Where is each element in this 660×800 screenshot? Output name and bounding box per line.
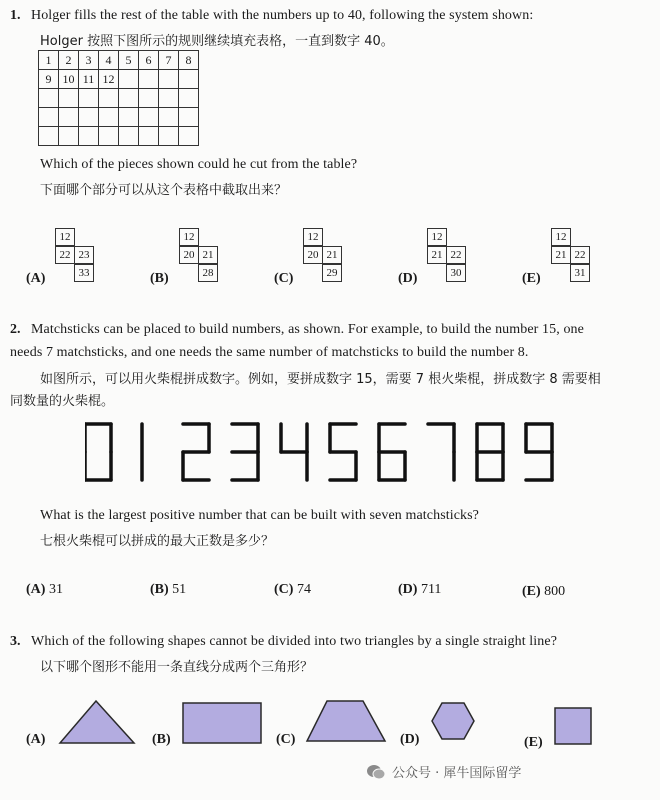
option-label: (E) — [522, 271, 541, 286]
matchstick-digits — [85, 418, 585, 488]
trapezoid-shape — [305, 699, 387, 745]
table-cell: 6 — [139, 51, 159, 70]
watermark-text: 公众号 · 犀牛国际留学 — [392, 766, 522, 781]
q2-question-en: What is the largest positive number that can be built with seven matchsticks? — [40, 508, 479, 523]
piece-cell: 21 — [198, 246, 218, 264]
piece-cell: 30 — [446, 264, 466, 282]
piece-cell: 12 — [551, 228, 571, 246]
table-cell: 8 — [179, 51, 199, 70]
option-label: (C) — [274, 582, 294, 597]
table-cell: 7 — [159, 51, 179, 70]
table-cell — [139, 70, 159, 89]
piece-cell: 12 — [179, 228, 199, 246]
option-label: (D) — [400, 732, 420, 747]
option-label: (D) — [398, 582, 418, 597]
option-label: (B) — [150, 271, 169, 286]
q1-number: 1. — [10, 8, 21, 23]
table-row — [39, 89, 199, 108]
table-row — [39, 51, 199, 70]
table-cell — [119, 70, 139, 89]
option-label: (C) — [276, 732, 296, 747]
piece-cell: 21 — [427, 246, 447, 264]
piece-cell: 23 — [74, 246, 94, 264]
table-cell: 4 — [99, 51, 119, 70]
table-cell — [159, 70, 179, 89]
table-cell: 2 — [59, 51, 79, 70]
q2-number: 2. — [10, 322, 21, 337]
piece-cell: 12 — [303, 228, 323, 246]
option-label: (E) — [524, 735, 543, 750]
piece-cell: 20 — [179, 246, 199, 264]
hexagon-shape — [430, 701, 476, 741]
q2-option-d[interactable] — [398, 582, 441, 598]
matchstick-digit-4 — [281, 424, 307, 480]
table-row — [39, 70, 199, 89]
table-cell: 9 — [39, 70, 59, 89]
matchstick-digit-2 — [183, 424, 209, 480]
table-cell: 11 — [79, 70, 99, 89]
piece-cell: 20 — [303, 246, 323, 264]
wechat-icon — [366, 764, 386, 780]
q1-number-table — [38, 50, 199, 146]
q3-number: 3. — [10, 634, 21, 649]
option-value: 51 — [172, 582, 187, 597]
watermark — [366, 762, 521, 781]
q1-text-cn: Holger 按照下图所示的规则继续填充表格，一直到数字 40。 — [40, 34, 394, 49]
rectangle-shape — [181, 701, 263, 745]
q2-option-c[interactable] — [274, 582, 311, 598]
table-row — [39, 127, 199, 146]
piece-cell: 33 — [74, 264, 94, 282]
matchstick-digit-5 — [330, 424, 356, 480]
square-shape — [553, 706, 593, 746]
piece-cell: 21 — [322, 246, 342, 264]
option-value: 711 — [420, 582, 442, 597]
matchstick-digit-9 — [526, 424, 552, 480]
option-label: (C) — [274, 271, 294, 286]
option-value: 74 — [296, 582, 311, 597]
q2-option-e[interactable] — [522, 584, 565, 600]
table-cell: 12 — [99, 70, 119, 89]
matchstick-digit-0 — [85, 424, 111, 480]
piece-cell: 31 — [570, 264, 590, 282]
option-label: (D) — [398, 271, 418, 286]
q1-text-en: Holger fills the rest of the table with the numbers up to 40, following the system shown: — [31, 8, 534, 23]
table-cell: 5 — [119, 51, 139, 70]
option-label: (B) — [150, 582, 169, 597]
option-label: (A) — [26, 732, 46, 747]
piece-cell: 22 — [55, 246, 75, 264]
q2-option-a[interactable] — [26, 582, 63, 598]
table-cell: 10 — [59, 70, 79, 89]
option-label: (E) — [522, 584, 541, 599]
piece-cell: 12 — [55, 228, 75, 246]
q3-text-cn: 以下哪个图形不能用一条直线分成两个三角形？ — [40, 660, 314, 675]
matchstick-digit-3 — [232, 424, 258, 480]
q3-text-en: Which of the following shapes cannot be divided into two triangles by a single straight line? — [31, 634, 558, 649]
q1-question-en: Which of the pieces shown could he cut from the table? — [40, 157, 358, 172]
table-cell: 3 — [79, 51, 99, 70]
triangle-shape — [58, 699, 136, 747]
option-value: 800 — [544, 584, 566, 599]
piece-cell: 28 — [198, 264, 218, 282]
table-cell: 1 — [39, 51, 59, 70]
option-label: (A) — [26, 271, 46, 286]
option-label: (B) — [152, 732, 171, 747]
option-label: (A) — [26, 582, 46, 597]
q2-text-en-1: Matchsticks can be placed to build numbers, as shown. For example, to build the number 15, one — [31, 322, 584, 337]
matchstick-digit-7 — [428, 424, 454, 480]
table-cell — [179, 70, 199, 89]
piece-cell: 22 — [446, 246, 466, 264]
option-value: 31 — [48, 582, 63, 597]
matchstick-digit-6 — [379, 424, 405, 480]
piece-cell: 21 — [551, 246, 571, 264]
piece-cell: 12 — [427, 228, 447, 246]
q2-option-b[interactable] — [150, 582, 186, 598]
q1-question-cn: 下面哪个部分可以从这个表格中截取出来？ — [40, 183, 288, 198]
q2-question-cn: 七根火柴棍可以拼成的最大正数是多少？ — [40, 534, 275, 549]
matchstick-digit-8 — [477, 424, 503, 480]
q2-text-cn-1: 如图所示，可以用火柴棍拼成数字。例如，要拼成数字 15，需要 7 根火柴棍，拼成数字 8 需要相 — [40, 372, 601, 387]
piece-cell: 22 — [570, 246, 590, 264]
q2-text-cn-2: 同数量的火柴棍。 — [10, 394, 115, 409]
table-row — [39, 108, 199, 127]
piece-cell: 29 — [322, 264, 342, 282]
q2-text-en-2: needs 7 matchsticks, and one needs the same number of matchsticks to build the number 8. — [10, 345, 529, 360]
